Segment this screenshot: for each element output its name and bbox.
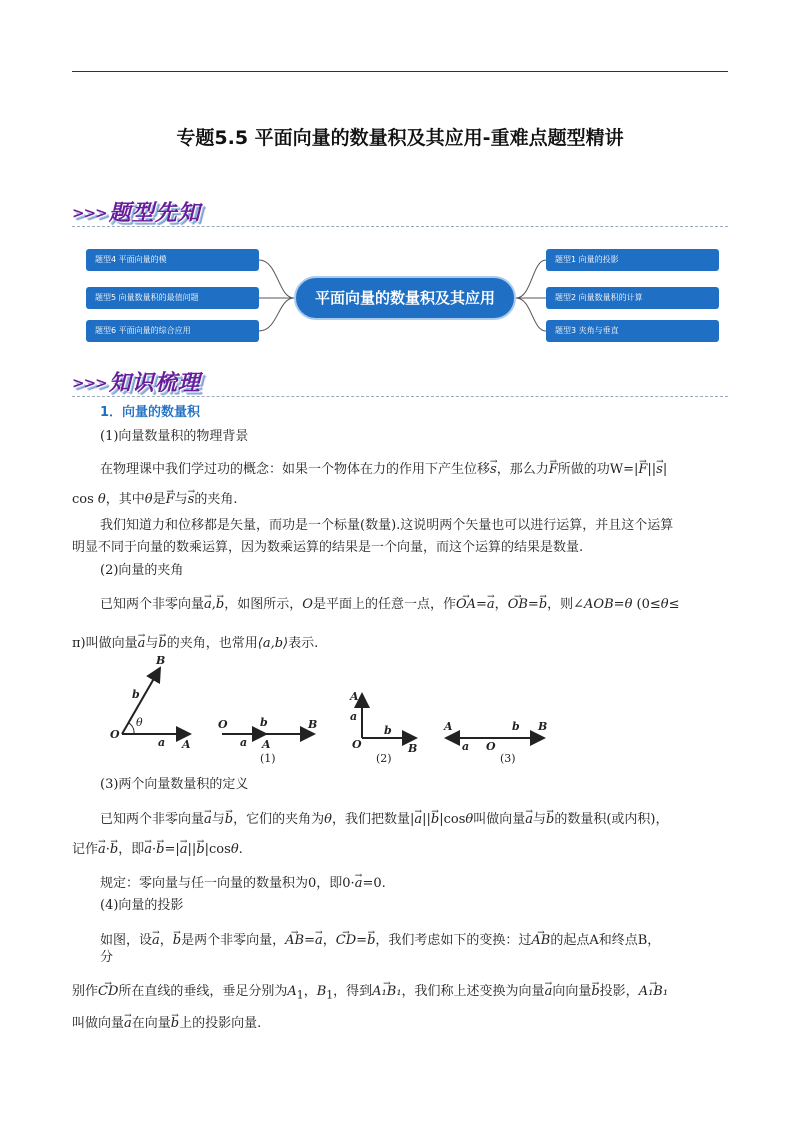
svg-text:b: b (260, 716, 268, 729)
paragraph-line: 在物理课中我们学过功的概念：如果一个物体在力的作用下产生位移→ s，那么力→ F所做的功W=|→ F||→ s| (100, 458, 667, 479)
paragraph-line: cos θ，其中θ是→ F与→ s的夹角. (72, 488, 237, 509)
mindmap-node-type3: 题型3 夹角与垂直 (546, 320, 719, 342)
subsection-title-projection: (4)向量的投影 (100, 898, 184, 913)
mindmap-center-node: 平面向量的数量积及其应用 (294, 276, 516, 320)
banner-arrows: >>> (72, 204, 107, 222)
fig-caption-1: (1) (260, 752, 276, 765)
paragraph-line: 别作→ CD所在直线的垂线，垂足分别为$A_1$，$B_1$，得到→ A₁B₁，我们称上述变换为向量→ a向向量→ b投影，→ A₁B₁ (72, 980, 668, 1005)
svg-text:b: b (512, 720, 520, 733)
svg-text:B: B (308, 718, 318, 731)
mindmap-node-type4: 题型4 平面向量的模 (86, 249, 259, 271)
banner-arrows: >>> (72, 374, 107, 392)
subsection-title-angle: (2)向量的夹角 (100, 563, 184, 578)
svg-text:A: A (262, 738, 271, 751)
banner-rule (72, 226, 728, 227)
banner-rule (72, 396, 728, 397)
svg-text:B: B (538, 720, 548, 733)
fig-label-B: B (156, 654, 166, 667)
fig-label-a: a (158, 736, 166, 749)
paragraph-line: 记作→ a·→ b，即→ a·→ b=|→ a||→ b|cosθ. (72, 838, 243, 859)
svg-text:a: a (462, 740, 470, 753)
svg-text:b: b (384, 724, 392, 737)
paragraph-line: 已知两个非零向量→ a,→ b，如图所示，O是平面上的任意一点，作→ OA=→ a，→ OB=→ b，则∠AOB=θ (0≤θ≤ (100, 593, 680, 614)
paragraph-line: 我们知道力和位移都是矢量，而功是一个标量(数量).这说明两个矢量也可以进行运算，并且这个运算 (100, 518, 674, 533)
paragraph-line: 已知两个非零向量→ a与→ b，它们的夹角为θ，我们把数量|→ a||→ b|cosθ叫做向量→ a与→ b的数量积(或内积)， (100, 808, 669, 829)
paragraph-line: 如图，设→ a，→ b是两个非零向量，→ AB=→ a，→ CD=→ b，我们考虑如下的变换：过→ AB的起点A和终点B， (100, 929, 660, 950)
section-heading: 1．向量的数量积 (100, 405, 201, 420)
paragraph-line: 规定：零向量与任一向量的数量积为0，即0·→ a=0. (100, 872, 386, 893)
svg-text:A: A (350, 690, 359, 703)
subsection-title-definition: (3)两个向量数量积的定义 (100, 777, 249, 792)
page-title: 专题5.5 平面向量的数量积及其应用-重难点题型精讲 (176, 127, 624, 149)
fig-caption-2: (2) (376, 752, 392, 765)
banner-text: 知识梳理 (108, 370, 201, 396)
svg-text:O: O (218, 718, 228, 731)
section-banner-knowledge (72, 366, 201, 397)
fig-label-theta: θ (136, 716, 143, 729)
mindmap-node-type5: 题型5 向量数量积的最值问题 (86, 287, 259, 309)
svg-text:O: O (486, 740, 496, 753)
paragraph-line: 明显不同于向量的数乘运算，因为数乘运算的结果是一个向量，而这个运算的结果是数量. (72, 540, 584, 555)
fig-label-b: b (132, 688, 140, 701)
svg-text:A: A (444, 720, 453, 733)
fig-label-O: O (110, 728, 120, 741)
svg-text:a: a (240, 736, 248, 749)
paragraph-line: π)叫做向量→ a与→ b的夹角，也常用⟨a,b⟩表示. (72, 632, 318, 653)
paragraph-line: 分 (100, 950, 114, 965)
header-rule (72, 71, 728, 72)
fig-caption-3: (3) (500, 752, 516, 765)
svg-text:a: a (350, 710, 358, 723)
section-banner-question-types (72, 196, 201, 227)
fig-label-A: A (182, 738, 191, 751)
paragraph-line: 叫做向量→ a在向量→ b上的投影向量. (72, 1012, 261, 1033)
svg-text:B: B (408, 742, 418, 755)
mindmap-node-type6: 题型6 平面向量的综合应用 (86, 320, 259, 342)
banner-text: 题型先知 (108, 200, 201, 226)
subsection-title-physics: (1)向量数量积的物理背景 (100, 429, 249, 444)
mindmap-node-type1: 题型1 向量的投影 (546, 249, 719, 271)
vector-angle-figure (100, 654, 570, 774)
svg-text:O: O (352, 738, 362, 751)
mindmap-node-type2: 题型2 向量数量积的计算 (546, 287, 719, 309)
